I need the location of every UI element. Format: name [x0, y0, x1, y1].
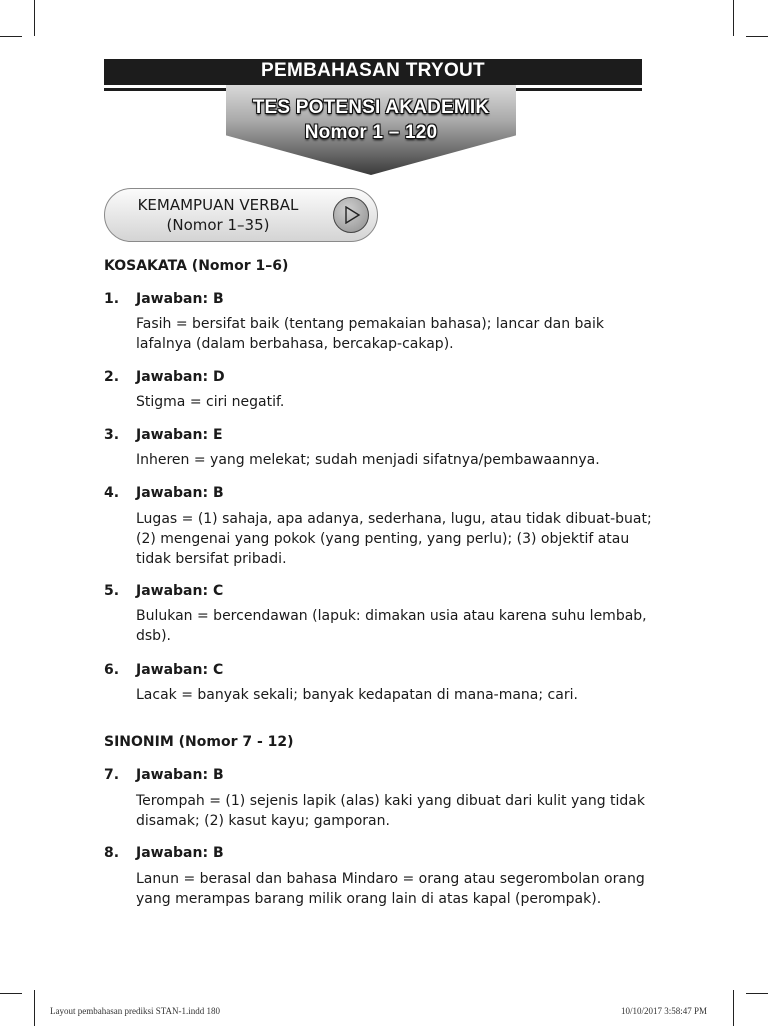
- answer-label: Jawaban: B: [136, 845, 224, 861]
- play-icon: [333, 197, 369, 233]
- explanation: [136, 791, 656, 831]
- crop-mark: [746, 36, 768, 37]
- section-header: [104, 188, 378, 242]
- crop-mark: [34, 990, 35, 1026]
- explanation-line: Stigma = ciri negatif.: [136, 394, 285, 410]
- footer-timestamp: 10/10/2017 3:58:47 PM: [621, 1006, 708, 1016]
- explanation: [136, 869, 656, 909]
- banner-subtitle: Nomor 1 – 120: [304, 122, 438, 143]
- explanation-line: disamak; (2) kasut kayu; gamporan.: [136, 813, 390, 829]
- explanation-line: Bulukan = bercendawan (lapuk: dimakan usia atau karena suhu lembab,: [136, 608, 647, 624]
- question-number: 2.: [104, 369, 120, 385]
- answer-label: Jawaban: C: [136, 583, 224, 599]
- answer-label: Jawaban: E: [136, 427, 223, 443]
- explanation: [136, 606, 656, 646]
- question-number: 1.: [104, 291, 120, 307]
- crop-mark: [0, 993, 22, 994]
- explanation: [136, 392, 656, 412]
- explanation-line: tidak bersifat pribadi.: [136, 551, 287, 567]
- explanation: [136, 509, 656, 569]
- explanation-line: Fasih = bersifat baik (tentang pemakaian bahasa); lancar dan baik: [136, 316, 604, 332]
- explanation: [136, 450, 656, 470]
- explanation-line: Lugas = (1) sahaja, apa adanya, sederhana, lugu, atau tidak dibuat-buat;: [136, 511, 652, 527]
- explanation-line: Inheren = yang melekat; sudah menjadi sifatnya/pembawaannya.: [136, 452, 600, 468]
- question-number: 7.: [104, 767, 120, 783]
- explanation-line: Lanun = berasal dan bahasa Mindaro = orang atau segerombolan orang: [136, 871, 645, 887]
- banner-title: TES POTENSI AKADEMIK: [252, 97, 490, 118]
- header-title: PEMBAHASAN TRYOUT: [261, 60, 485, 81]
- question-number: 8.: [104, 845, 120, 861]
- crop-mark: [746, 993, 768, 994]
- crop-mark: [733, 0, 734, 36]
- question-number: 4.: [104, 485, 120, 501]
- crop-mark: [0, 36, 22, 37]
- answer-label: Jawaban: B: [136, 291, 224, 307]
- section-range: (Nomor 1–35): [166, 216, 270, 234]
- group-heading: SINONIM (Nomor 7 - 12): [104, 734, 294, 750]
- crop-mark: [34, 0, 35, 36]
- section-title: KEMAMPUAN VERBAL: [137, 196, 299, 214]
- explanation: [136, 314, 656, 354]
- explanation-line: dsb).: [136, 628, 171, 644]
- question-number: 6.: [104, 662, 120, 678]
- answer-label: Jawaban: D: [136, 369, 225, 385]
- footer-file-info: Layout pembahasan prediksi STAN-1.indd 180: [50, 1006, 220, 1016]
- question-number: 3.: [104, 427, 120, 443]
- crop-mark: [733, 990, 734, 1026]
- header-bar: [104, 59, 642, 85]
- explanation-line: lafalnya (dalam berbahasa, bercakap-cakap).: [136, 336, 454, 352]
- answer-label: Jawaban: C: [136, 662, 224, 678]
- explanation-line: (2) mengenai yang pokok (yang penting, yang perlu); (3) objektif atau: [136, 531, 630, 547]
- explanation-line: yang merampas barang milik orang lain di atas kapal (perompak).: [136, 891, 602, 907]
- answer-label: Jawaban: B: [136, 485, 224, 501]
- explanation-line: Terompah = (1) sejenis lapik (alas) kaki yang dibuat dari kulit yang tidak: [136, 793, 645, 809]
- explanation-line: Lacak = banyak sekali; banyak kedapatan di mana-mana; cari.: [136, 687, 578, 703]
- question-number: 5.: [104, 583, 120, 599]
- explanation: [136, 685, 656, 705]
- answer-label: Jawaban: B: [136, 767, 224, 783]
- group-heading: KOSAKATA (Nomor 1–6): [104, 258, 289, 274]
